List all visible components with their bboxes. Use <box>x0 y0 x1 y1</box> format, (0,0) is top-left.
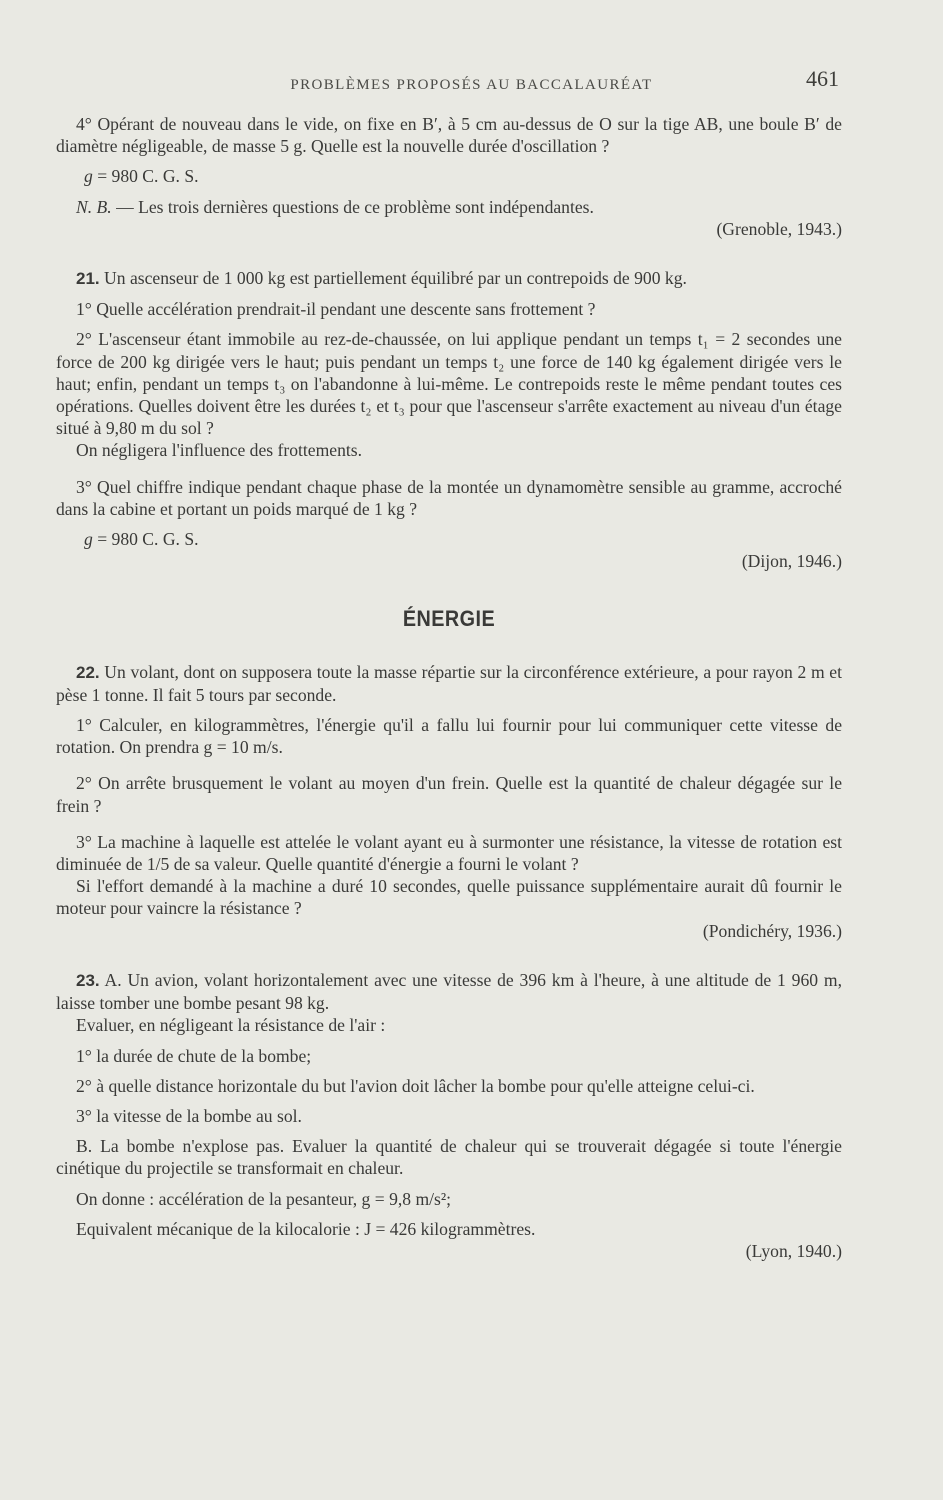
g-value: = 980 C. G. S. <box>92 529 199 550</box>
problem-23-question-2: 2° à quelle distance horizontale du but l'avion doit lâcher la bombe pour qu'elle atteigne celui-ci. <box>76 1075 755 1096</box>
problem-20-gravity <box>56 165 842 187</box>
nota-bene-text: — Les trois dernières questions de ce problème sont indépendantes. <box>111 196 594 217</box>
problem-22-question-3: 3° La machine à laquelle est attelée le volant ayant eu à surmonter une résistance, la vitesse de rotation est diminuée de 1/5 de sa valeur. Quelle quantité d'énergie a fourni le volant ? <box>56 831 842 875</box>
problem-23-question-1: 1° la durée de chute de la bombe; <box>76 1045 312 1066</box>
problem-21-intro-text: Un ascenseur de 1 000 kg est partiellement équilibré par un contrepoids de 900 kg. <box>99 268 687 289</box>
problem-22-question-3b: Si l'effort demandé à la machine a duré 10 secondes, quelle puissance supplémentaire aurait dû fournir le moteur pour vaincre la résistance ? <box>56 876 842 919</box>
problem-23-evaluate: Evaluer, en négligeant la résistance de l'air : <box>76 1015 386 1036</box>
problem-20-note <box>56 196 842 218</box>
page-content <box>56 113 842 1262</box>
g-symbol: g <box>84 529 93 550</box>
problem-21-source: (Dijon, 1946.) <box>741 551 842 572</box>
problem-23-given-1: On donne : accélération de la pesanteur, g = 9,8 m/s²; <box>76 1188 452 1209</box>
problem-21-intro <box>56 267 842 290</box>
g-symbol: g <box>84 166 93 187</box>
problem-22-source: (Pondichéry, 1936.) <box>702 920 842 941</box>
problem-23-given-2: Equivalent mécanique de la kilocalorie : J = 426 kilogrammètres. <box>76 1218 536 1239</box>
running-head: PROBLÈMES PROPOSÉS AU BACCALAURÉAT <box>290 77 653 93</box>
g-value: = 980 C. G. S. <box>92 166 199 187</box>
problem-21-gravity <box>56 528 842 550</box>
problem-22-intro-text: Un volant, dont on supposera toute la masse répartie sur la circonférence extérieure, a pour rayon 2 m et pèse 1 tonne. Il fait 5 tours par seconde. <box>56 661 842 705</box>
problem-23-intro <box>56 969 842 1014</box>
problem-21-question-3: 3° Quel chiffre indique pendant chaque phase de la montée un dynamomètre sensible au gramme, accroché dans la cabine et portant un poids marqué de 1 kg ? <box>56 476 842 519</box>
problem-22-question-1: 1° Calculer, en kilogrammètres, l'énergie qu'il a fallu lui fournir pour lui communiquer cette vitesse de rotation. On prendra g = 10 m/s. <box>56 715 842 758</box>
problem-22-intro <box>56 661 842 706</box>
nota-bene-label: N. B. <box>76 196 112 217</box>
problem-21-number: 21. <box>76 269 100 289</box>
problem-21-question-1: 1° Quelle accélération prendrait-il pendant une descente sans frottement ? <box>76 299 596 320</box>
problem-20-source: (Grenoble, 1943.) <box>716 218 842 239</box>
problem-22-question-2: 2° On arrête brusquement le volant au moyen d'un frein. Quelle est la quantité de chaleur dégagée sur le frein ? <box>56 773 842 816</box>
problem-20-question-4: 4° Opérant de nouveau dans le vide, on fixe en B′, à 5 cm au-dessus de O sur la tige AB, une boule B′ de diamètre négligeable, de masse 5 g. Quelle est la nouvelle durée d'oscillation ? <box>56 114 842 157</box>
problem-21-note: On négligera l'influence des frottements. <box>76 440 363 461</box>
problem-23-question-3: 3° la vitesse de la bombe au sol. <box>76 1105 302 1126</box>
problem-21-question-2: 2° L'ascenseur étant immobile au rez-de-chaussée, on lui applique pendant un temps t₁ = 2 secondes une force de 200 kg dirigée vers le haut; puis pendant un temps t₂ une force de 140 kg également dirigée vers le haut; enfin, pendant un temps t₃ on l'abandonne à lui-même. Le contrepoids reste le même pendant toutes ces opérations. Quelles doivent être les durées t₂ et t₃ pour que l'ascenseur s'arrête exactement au niveau d'un étage situé à 9,80 m du sol ? <box>56 329 842 439</box>
section-title: ÉNERGIE <box>402 606 496 632</box>
problem-23-number: 23. <box>76 970 100 990</box>
page-header <box>0 64 943 100</box>
page-number: 461 <box>806 66 839 91</box>
problem-22-number: 22. <box>76 662 100 682</box>
problem-23-source: (Lyon, 1940.) <box>745 1240 842 1261</box>
problem-23-part-b: B. La bombe n'explose pas. Evaluer la quantité de chaleur qui se trouverait dégagée si toute l'énergie cinétique du projectile se transformait en chaleur. <box>56 1136 842 1179</box>
problem-23-intro-text: A. Un avion, volant horizontalement avec une vitesse de 396 km à l'heure, à une altitude de 1 960 m, laisse tomber une bombe pesant 98 kg. <box>56 969 842 1014</box>
